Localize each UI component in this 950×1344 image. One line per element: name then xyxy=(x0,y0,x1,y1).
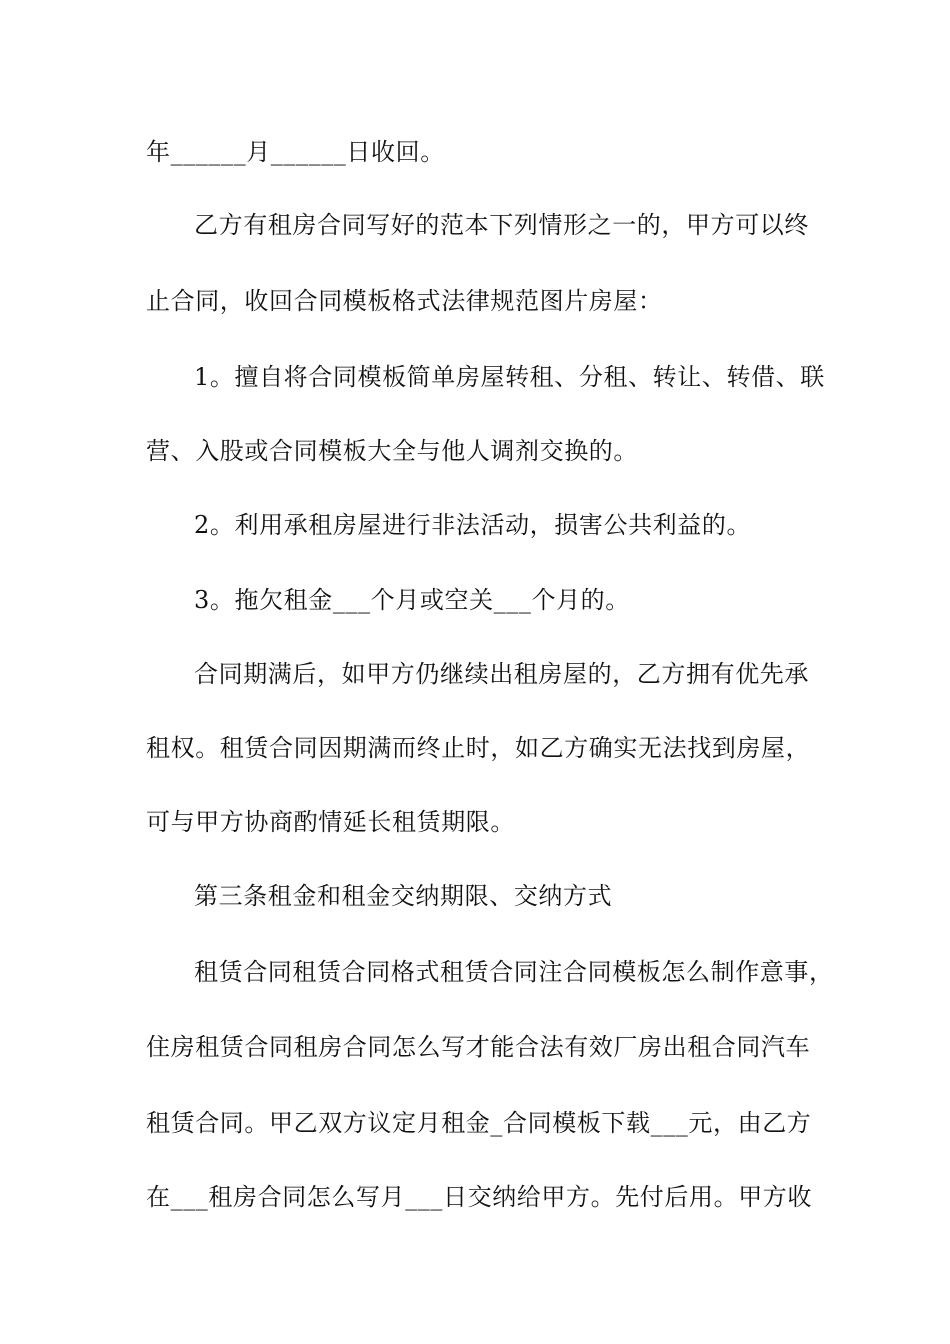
text-line-10: 可与甲方协商酌情延长租赁期限。 xyxy=(146,808,515,836)
text-line-1: 年______月______日收回。 xyxy=(146,138,445,166)
text-line-12: 租赁合同租赁合同格式租赁合同注合同模板怎么制作意事， xyxy=(194,958,834,986)
text-line-6: 2。利用承租房屋进行非法活动，损害公共利益的。 xyxy=(194,511,752,539)
text-line-7: 3。拖欠租金___个月或空关___个月的。 xyxy=(194,586,630,614)
text-line-8: 合同期满后，如甲方仍继续出租房屋的，乙方拥有优先承 xyxy=(194,660,809,688)
text-line-2: 乙方有租房合同写好的范本下列情形之一的，甲方可以终 xyxy=(194,211,809,239)
text-line-9: 租权。租赁合同因期满而终止时，如乙方确实无法找到房屋， xyxy=(146,734,811,762)
text-line-14: 租赁合同。甲乙双方议定月租金_合同模板下载___元，由乙方 xyxy=(146,1109,812,1137)
section-heading: 第三条租金和租金交纳期限、交纳方式 xyxy=(194,882,613,910)
text-line-5: 营、入股或合同模板大全与他人调剂交换的。 xyxy=(146,437,638,465)
text-line-13: 住房租赁合同租房合同怎么写才能合法有效厂房出租合同汽车 xyxy=(146,1033,811,1061)
text-line-4: 1。擅自将合同模板简单房屋转租、分租、转让、转借、联 xyxy=(194,363,825,391)
text-line-3: 止合同，收回合同模板格式法律规范图片房屋： xyxy=(146,287,663,315)
text-line-15: 在___租房合同怎么写月___日交纳给甲方。先付后用。甲方收 xyxy=(146,1183,812,1211)
